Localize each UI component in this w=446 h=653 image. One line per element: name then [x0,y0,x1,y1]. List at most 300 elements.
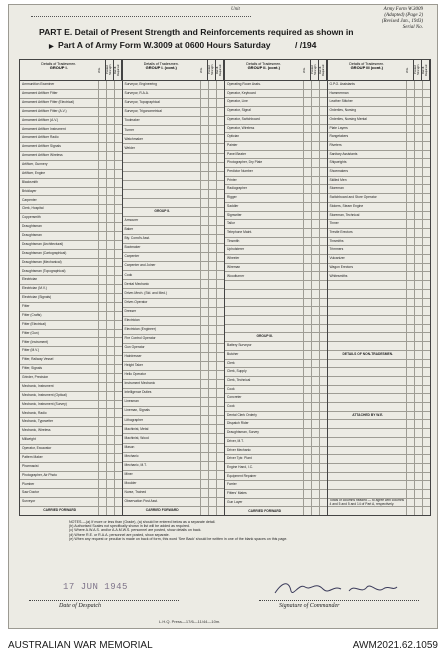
entry-cell[interactable] [414,185,422,193]
entry-cell[interactable] [311,325,319,333]
entry-cell[interactable] [311,290,319,298]
entry-cell[interactable] [216,262,224,270]
entry-cell[interactable] [98,330,106,338]
entry-cell[interactable] [216,190,224,198]
entry-cell[interactable] [406,177,414,185]
entry-cell[interactable] [414,438,422,446]
entry-cell[interactable] [414,386,422,394]
entry-cell[interactable] [200,362,208,370]
entry-cell[interactable] [114,134,122,142]
entry-cell[interactable] [406,159,414,167]
entry-cell[interactable] [414,316,422,324]
entry-cell[interactable] [106,214,114,222]
entry-cell[interactable] [311,203,319,211]
entry-cell[interactable] [311,238,319,246]
entry-cell[interactable] [422,125,430,133]
entry-cell[interactable] [216,117,224,125]
entry-cell[interactable] [98,250,106,258]
entry-cell[interactable] [303,403,311,411]
entry-cell[interactable] [114,365,122,373]
entry-cell[interactable] [406,194,414,202]
entry-cell[interactable] [303,125,311,133]
entry-cell[interactable] [414,290,422,298]
entry-cell[interactable] [114,108,122,116]
entry-cell[interactable] [319,464,327,472]
entry-cell[interactable] [98,134,106,142]
entry-cell[interactable] [216,471,224,479]
entry-cell[interactable] [422,177,430,185]
entry-cell[interactable] [422,429,430,437]
entry-cell[interactable] [208,154,216,162]
entry-cell[interactable] [98,312,106,320]
entry-cell[interactable] [311,255,319,263]
entry-cell[interactable] [319,159,327,167]
entry-cell[interactable] [106,276,114,284]
entry-cell[interactable] [114,383,122,391]
entry-cell[interactable] [422,194,430,202]
entry-cell[interactable] [414,429,422,437]
entry-cell[interactable] [414,464,422,472]
entry-cell[interactable] [98,285,106,293]
entry-cell[interactable] [114,347,122,355]
entry-cell[interactable] [114,489,122,497]
entry-cell[interactable] [200,498,208,506]
entry-cell[interactable] [106,205,114,213]
entry-cell[interactable] [303,159,311,167]
entry-cell[interactable] [98,356,106,364]
entry-cell[interactable] [303,473,311,481]
entry-cell[interactable] [422,116,430,124]
entry-cell[interactable] [98,259,106,267]
entry-cell[interactable] [414,333,422,341]
entry-cell[interactable] [216,453,224,461]
entry-cell[interactable] [114,338,122,346]
entry-cell[interactable] [414,447,422,455]
entry-cell[interactable] [406,98,414,106]
entry-cell[interactable] [216,108,224,116]
entry-cell[interactable] [114,205,122,213]
entry-cell[interactable] [106,347,114,355]
entry-cell[interactable] [98,392,106,400]
entry-cell[interactable] [319,360,327,368]
entry-cell[interactable] [114,214,122,222]
entry-cell[interactable] [311,351,319,359]
entry-cell[interactable] [303,229,311,237]
entry-cell[interactable] [414,125,422,133]
entry-cell[interactable] [303,455,311,463]
entry-cell[interactable] [98,498,106,506]
entry-cell[interactable] [319,420,327,428]
entry-cell[interactable] [200,126,208,134]
entry-cell[interactable] [106,436,114,444]
entry-cell[interactable] [319,177,327,185]
entry-cell[interactable] [311,212,319,220]
entry-cell[interactable] [114,312,122,320]
entry-cell[interactable] [200,235,208,243]
entry-cell[interactable] [311,220,319,228]
entry-cell[interactable] [319,142,327,150]
entry-cell[interactable] [406,90,414,98]
entry-cell[interactable] [216,199,224,207]
entry-cell[interactable] [422,386,430,394]
entry-cell[interactable] [406,290,414,298]
entry-cell[interactable] [216,280,224,288]
entry-cell[interactable] [414,255,422,263]
entry-cell[interactable] [422,203,430,211]
entry-cell[interactable] [319,412,327,420]
entry-cell[interactable] [303,299,311,307]
entry-cell[interactable] [106,454,114,462]
entry-cell[interactable] [114,170,122,178]
entry-cell[interactable] [200,163,208,171]
entry-cell[interactable] [106,125,114,133]
entry-cell[interactable] [414,246,422,254]
entry-cell[interactable] [216,353,224,361]
entry-cell[interactable] [216,172,224,180]
entry-cell[interactable] [319,220,327,228]
entry-cell[interactable] [200,253,208,261]
entry-cell[interactable] [406,203,414,211]
entry-cell[interactable] [422,185,430,193]
entry-cell[interactable] [319,116,327,124]
entry-cell[interactable] [106,480,114,488]
entry-cell[interactable] [114,472,122,480]
entry-cell[interactable] [114,303,122,311]
entry-cell[interactable] [311,447,319,455]
entry-cell[interactable] [406,351,414,359]
entry-cell[interactable] [414,307,422,315]
entry-cell[interactable] [422,351,430,359]
entry-cell[interactable] [98,303,106,311]
entry-cell[interactable] [216,507,224,515]
entry-cell[interactable] [406,499,414,507]
entry-cell[interactable] [406,403,414,411]
entry-cell[interactable] [216,425,224,433]
entry-cell[interactable] [311,194,319,202]
entry-cell[interactable] [406,412,414,420]
entry-cell[interactable] [319,90,327,98]
entry-cell[interactable] [98,170,106,178]
entry-cell[interactable] [406,168,414,176]
entry-cell[interactable] [422,264,430,272]
entry-cell[interactable] [208,335,216,343]
entry-cell[interactable] [114,445,122,453]
entry-cell[interactable] [106,418,114,426]
entry-cell[interactable] [303,360,311,368]
entry-cell[interactable] [200,353,208,361]
entry-cell[interactable] [311,229,319,237]
entry-cell[interactable] [98,99,106,107]
entry-cell[interactable] [406,81,414,89]
entry-cell[interactable] [406,307,414,315]
entry-cell[interactable] [200,244,208,252]
entry-cell[interactable] [414,90,422,98]
entry-cell[interactable] [414,133,422,141]
entry-cell[interactable] [311,299,319,307]
entry-cell[interactable] [216,289,224,297]
entry-cell[interactable] [200,181,208,189]
entry-cell[interactable] [114,392,122,400]
entry-cell[interactable] [406,107,414,115]
entry-cell[interactable] [106,259,114,267]
entry-cell[interactable] [311,133,319,141]
entry-cell[interactable] [311,307,319,315]
entry-cell[interactable] [208,190,216,198]
entry-cell[interactable] [208,208,216,216]
entry-cell[interactable] [216,99,224,107]
entry-cell[interactable] [303,351,311,359]
entry-cell[interactable] [303,98,311,106]
entry-cell[interactable] [216,398,224,406]
entry-cell[interactable] [303,490,311,498]
entry-cell[interactable] [303,220,311,228]
entry-cell[interactable] [311,499,319,507]
entry-cell[interactable] [106,330,114,338]
entry-cell[interactable] [216,389,224,397]
entry-cell[interactable] [319,290,327,298]
entry-cell[interactable] [422,412,430,420]
entry-cell[interactable] [106,427,114,435]
entry-cell[interactable] [414,203,422,211]
entry-cell[interactable] [106,383,114,391]
entry-cell[interactable] [319,255,327,263]
entry-cell[interactable] [98,463,106,471]
entry-cell[interactable] [414,107,422,115]
entry-cell[interactable] [200,371,208,379]
entry-cell[interactable] [216,90,224,98]
entry-cell[interactable] [98,347,106,355]
entry-cell[interactable] [106,223,114,231]
entry-cell[interactable] [422,473,430,481]
entry-cell[interactable] [422,246,430,254]
entry-cell[interactable] [303,133,311,141]
entry-cell[interactable] [406,264,414,272]
entry-cell[interactable] [114,321,122,329]
entry-cell[interactable] [98,294,106,302]
entry-cell[interactable] [106,463,114,471]
entry-cell[interactable] [106,312,114,320]
entry-cell[interactable] [311,264,319,272]
entry-cell[interactable] [114,196,122,204]
entry-cell[interactable] [414,377,422,385]
entry-cell[interactable] [303,168,311,176]
entry-cell[interactable] [98,267,106,275]
entry-cell[interactable] [406,507,414,515]
entry-cell[interactable] [414,342,422,350]
entry-cell[interactable] [200,135,208,143]
entry-cell[interactable] [106,285,114,293]
entry-cell[interactable] [319,455,327,463]
entry-cell[interactable] [208,217,216,225]
entry-cell[interactable] [208,398,216,406]
entry-cell[interactable] [98,383,106,391]
entry-cell[interactable] [98,480,106,488]
entry-cell[interactable] [208,389,216,397]
entry-cell[interactable] [200,299,208,307]
entry-cell[interactable] [106,303,114,311]
entry-cell[interactable] [319,246,327,254]
entry-cell[interactable] [406,420,414,428]
entry-cell[interactable] [208,90,216,98]
entry-cell[interactable] [303,246,311,254]
entry-cell[interactable] [422,255,430,263]
entry-cell[interactable] [208,308,216,316]
entry-cell[interactable] [98,418,106,426]
entry-cell[interactable] [216,489,224,497]
entry-cell[interactable] [422,325,430,333]
entry-cell[interactable] [303,255,311,263]
entry-cell[interactable] [406,246,414,254]
entry-cell[interactable] [303,264,311,272]
entry-cell[interactable] [208,172,216,180]
entry-cell[interactable] [406,386,414,394]
entry-cell[interactable] [114,374,122,382]
entry-cell[interactable] [98,161,106,169]
entry-cell[interactable] [311,151,319,159]
entry-cell[interactable] [216,126,224,134]
entry-cell[interactable] [422,342,430,350]
entry-cell[interactable] [311,377,319,385]
entry-cell[interactable] [311,116,319,124]
entry-cell[interactable] [106,498,114,506]
entry-cell[interactable] [414,368,422,376]
entry-cell[interactable] [406,490,414,498]
entry-cell[interactable] [311,368,319,376]
entry-cell[interactable] [319,386,327,394]
entry-cell[interactable] [414,194,422,202]
entry-cell[interactable] [106,152,114,160]
entry-cell[interactable] [414,299,422,307]
entry-cell[interactable] [422,142,430,150]
entry-cell[interactable] [208,99,216,107]
entry-cell[interactable] [98,117,106,125]
entry-cell[interactable] [311,394,319,402]
entry-cell[interactable] [114,117,122,125]
entry-cell[interactable] [208,344,216,352]
entry-cell[interactable] [319,447,327,455]
entry-cell[interactable] [406,333,414,341]
entry-cell[interactable] [98,365,106,373]
entry-cell[interactable] [422,360,430,368]
entry-cell[interactable] [200,190,208,198]
entry-cell[interactable] [422,133,430,141]
entry-cell[interactable] [311,177,319,185]
entry-cell[interactable] [114,232,122,240]
entry-cell[interactable] [208,271,216,279]
entry-cell[interactable] [200,462,208,470]
entry-cell[interactable] [303,177,311,185]
entry-cell[interactable] [422,333,430,341]
entry-cell[interactable] [319,168,327,176]
entry-cell[interactable] [319,499,327,507]
entry-cell[interactable] [200,217,208,225]
entry-cell[interactable] [200,389,208,397]
entry-cell[interactable] [414,98,422,106]
entry-cell[interactable] [319,307,327,315]
entry-cell[interactable] [414,272,422,280]
entry-cell[interactable] [406,151,414,159]
entry-cell[interactable] [216,144,224,152]
entry-cell[interactable] [208,181,216,189]
entry-cell[interactable] [303,142,311,150]
entry-cell[interactable] [422,299,430,307]
entry-cell[interactable] [319,438,327,446]
entry-cell[interactable] [98,214,106,222]
entry-cell[interactable] [106,196,114,204]
entry-cell[interactable] [319,212,327,220]
entry-cell[interactable] [106,374,114,382]
entry-cell[interactable] [303,368,311,376]
entry-cell[interactable] [200,335,208,343]
entry-cell[interactable] [216,163,224,171]
entry-cell[interactable] [114,480,122,488]
entry-cell[interactable] [200,289,208,297]
entry-cell[interactable] [114,125,122,133]
entry-cell[interactable] [422,420,430,428]
entry-cell[interactable] [303,290,311,298]
entry-cell[interactable] [114,356,122,364]
entry-cell[interactable] [216,371,224,379]
entry-cell[interactable] [98,409,106,417]
entry-cell[interactable] [414,229,422,237]
entry-cell[interactable] [200,226,208,234]
entry-cell[interactable] [406,447,414,455]
entry-cell[interactable] [414,238,422,246]
entry-cell[interactable] [98,223,106,231]
entry-cell[interactable] [98,454,106,462]
entry-cell[interactable] [114,188,122,196]
entry-cell[interactable] [406,125,414,133]
entry-cell[interactable] [422,272,430,280]
entry-cell[interactable] [303,377,311,385]
entry-cell[interactable] [208,471,216,479]
entry-cell[interactable] [106,232,114,240]
entry-cell[interactable] [200,90,208,98]
entry-cell[interactable] [414,394,422,402]
entry-cell[interactable] [106,401,114,409]
entry-cell[interactable] [406,299,414,307]
entry-cell[interactable] [311,90,319,98]
entry-cell[interactable] [114,507,122,515]
entry-cell[interactable] [98,472,106,480]
entry-cell[interactable] [311,360,319,368]
entry-cell[interactable] [98,445,106,453]
entry-cell[interactable] [406,142,414,150]
entry-cell[interactable] [200,172,208,180]
entry-cell[interactable] [114,267,122,275]
entry-cell[interactable] [106,294,114,302]
entry-cell[interactable] [98,401,106,409]
entry-cell[interactable] [208,117,216,125]
entry-cell[interactable] [200,407,208,415]
entry-cell[interactable] [422,98,430,106]
entry-cell[interactable] [200,444,208,452]
entry-cell[interactable] [414,81,422,89]
entry-cell[interactable] [311,473,319,481]
entry-cell[interactable] [422,281,430,289]
entry-cell[interactable] [114,463,122,471]
entry-cell[interactable] [319,351,327,359]
entry-cell[interactable] [114,143,122,151]
entry-cell[interactable] [303,107,311,115]
entry-cell[interactable] [303,325,311,333]
entry-cell[interactable] [319,473,327,481]
entry-cell[interactable] [200,208,208,216]
entry-cell[interactable] [216,326,224,334]
entry-cell[interactable] [106,338,114,346]
entry-cell[interactable] [311,429,319,437]
entry-cell[interactable] [422,481,430,489]
